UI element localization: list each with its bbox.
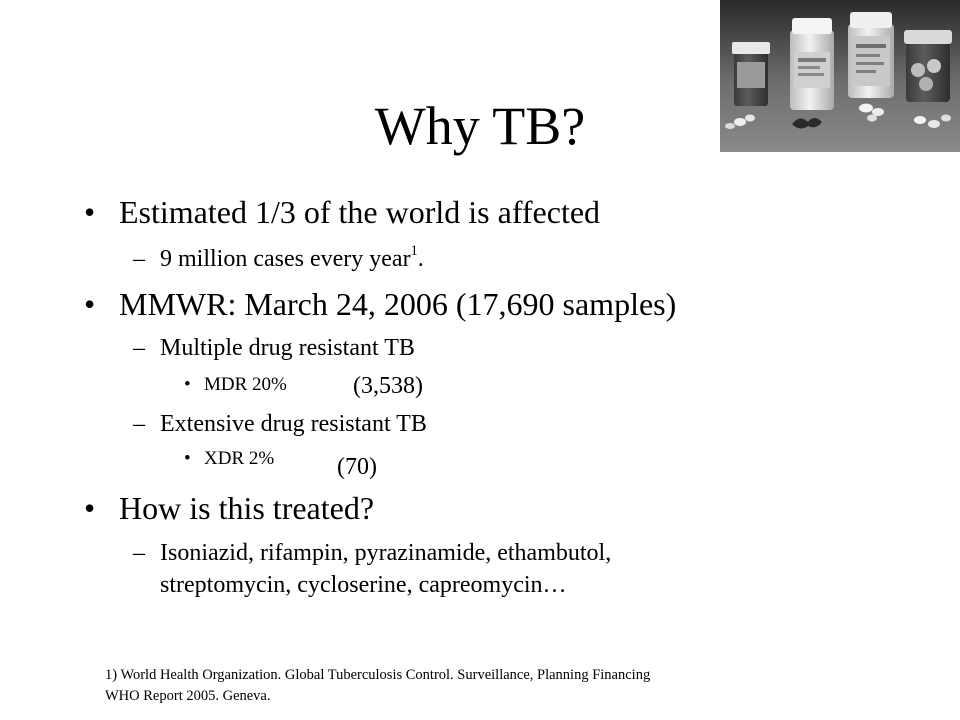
bullet-marker: • (84, 286, 96, 322)
bullet-treatment: How is this treated? (119, 490, 375, 526)
xdr-count: (70) (337, 454, 377, 480)
dash-marker: – (133, 335, 145, 361)
xdr-percentage: XDR 2% (204, 448, 275, 469)
sub-bullet-xdr-tb: Extensive drug resistant TB (160, 411, 427, 437)
bullet-marker-small: • (184, 374, 191, 395)
dash-marker: – (133, 411, 145, 437)
sub-bullet-cases-text: 9 million cases every year (160, 246, 411, 272)
footnote-line-2: WHO Report 2005. Geneva. (105, 688, 271, 704)
sub-bullet-period: . (417, 246, 424, 272)
footnote-line-1: 1) World Health Organization. Global Tuberculosis Control. Surveillance, Planning Financing (105, 667, 651, 683)
drug-list-line-1: Isoniazid, rifampin, pyrazinamide, ethambutol, (160, 540, 612, 566)
bullet-marker: • (84, 194, 96, 230)
mdr-percentage: MDR 20% (204, 374, 287, 395)
bullet-marker: • (84, 490, 96, 526)
sub-bullet-cases-per-year (160, 244, 424, 274)
mdr-count: (3,538) (353, 373, 423, 399)
slide-title: Why TB? (374, 96, 586, 156)
sub-bullet-mdr-tb: Multiple drug resistant TB (160, 335, 415, 361)
dash-marker: – (133, 246, 145, 272)
bullet-marker-small: • (184, 448, 191, 469)
drug-list-line-2: streptomycin, cycloserine, capreomycin… (160, 572, 567, 598)
footnote-ref: 1 (410, 243, 418, 259)
bullet-estimated-third: Estimated 1/3 of the world is affected (119, 194, 601, 230)
dash-marker: – (133, 540, 145, 566)
bullet-mmwr: MMWR: March 24, 2006 (17,690 samples) (119, 286, 677, 322)
